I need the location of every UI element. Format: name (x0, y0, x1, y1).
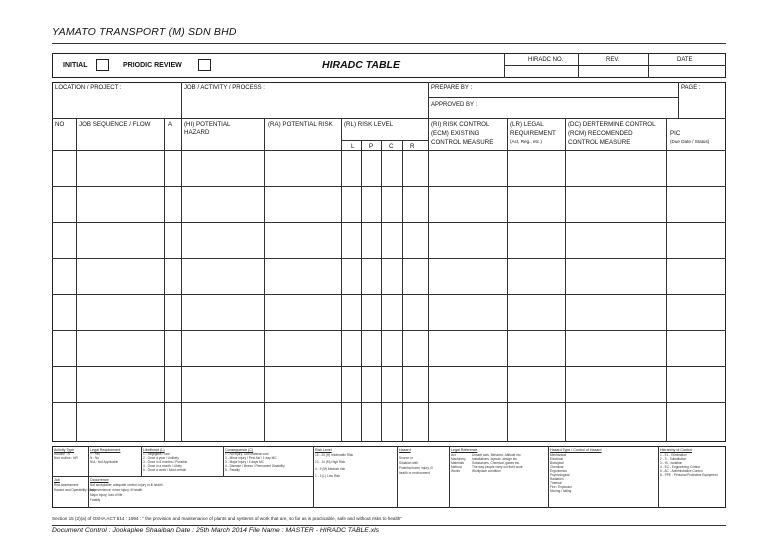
legend-legal-title: Legal Requirement (90, 448, 121, 452)
row-line (52, 366, 726, 367)
col-p: P (369, 143, 374, 150)
page-label: PAGE : (681, 85, 701, 91)
legend-occurrence-title: Occurrence (90, 478, 109, 482)
col-l: L (351, 143, 355, 150)
legend-item: N : No (90, 456, 100, 460)
col-c: C (389, 143, 394, 150)
divider (428, 82, 429, 118)
legend-item: Ergonomics (550, 469, 567, 473)
legend-item: Radiation (550, 477, 564, 481)
col-line (181, 118, 182, 442)
legend-hierarchy-title: Hierarchy of Control (660, 448, 692, 452)
location-label: LOCATION / PROJECT : (55, 85, 122, 91)
col-pic-2: (Due Date / Status) (670, 139, 710, 144)
legend-consequence-title: Consequence (C) (225, 448, 254, 452)
col-line (565, 118, 566, 442)
divider (88, 446, 89, 508)
legend-item: Psychological (550, 473, 570, 477)
col-line (76, 118, 77, 442)
row-line (52, 186, 726, 187)
initial-checkbox[interactable] (96, 59, 109, 71)
col-risk-control-3: CONTROL MEASURE (431, 139, 494, 146)
legend-job-title: Job (54, 478, 60, 482)
row-line (52, 294, 726, 295)
osha-note: Section 15 (2)(a) of OSHA ACT 514 : 1994 : " the provision and maintenance of plants and systems of work that are, so far as is practicable, safe and without risks to health" (52, 516, 402, 521)
legend-item: Fatality (90, 498, 101, 502)
legend-item: Chemical (550, 465, 564, 469)
legend-item: Non routine : NR (54, 456, 78, 460)
job-activity-label: JOB / ACTIVITY / PROCESS : (184, 85, 265, 91)
divider (52, 118, 726, 119)
legend-activity-title: Activity Type (54, 448, 75, 452)
col-potential-risk: (RA) POTENTIAL RISK (268, 121, 333, 128)
legend-item: Machinery (451, 457, 466, 461)
divider (658, 446, 659, 508)
col-activity-type: A (168, 121, 173, 128)
row-line (52, 402, 726, 403)
legend-item: Substances, Chemical, gases etc. (472, 461, 521, 465)
row-line (52, 258, 726, 259)
legend-item: 1 - No injury, Low material cost (225, 452, 269, 456)
legend-item: 3 - IS - Isolation (660, 461, 683, 465)
legend-item: Situation with (399, 461, 418, 465)
legend-item: Thermal (550, 481, 562, 485)
col-line (341, 118, 342, 442)
divider (223, 446, 224, 476)
legend-item: 1 - Negligible / rare (143, 452, 170, 456)
legend-item: 3 - Major injury / 4 days MC (225, 460, 264, 464)
divider (181, 82, 182, 118)
divider (428, 97, 678, 98)
legend-item: Hazard and Operability Study (54, 488, 96, 492)
divider (313, 446, 314, 508)
legend-item: Materials (451, 461, 464, 465)
col-line (428, 118, 429, 442)
col-determine-control-3: CONTROL MEASURE (568, 139, 631, 146)
row-line (52, 330, 726, 331)
legend-item: Mechanical (550, 453, 567, 457)
legend-item: Inconvenience; minor injury; ill health (90, 488, 143, 492)
legend-item: Source or (399, 456, 413, 460)
legend-item: 3 - Once in 6 months / Possible (143, 460, 188, 464)
hiradc-no-label: HIRADC NO. (528, 57, 564, 63)
row-line (52, 150, 726, 151)
divider (504, 65, 726, 66)
legend-item: 2 - Once a year / Unlikely (143, 456, 179, 460)
header-rule (52, 43, 726, 44)
row-line (341, 140, 428, 141)
col-risk-control-2: (ECM) EXISTING (431, 130, 480, 137)
legend-likelihood-title: Likelihood (L) (143, 448, 165, 452)
legend-item: 4 - Once in a month / Likely (143, 464, 182, 468)
divider (548, 446, 549, 508)
legend-item: Works (451, 469, 460, 473)
footer-rule (52, 525, 726, 526)
initial-label: INITIAL (63, 62, 88, 69)
col-risk-level: (RL) RISK LEVEL (344, 121, 394, 128)
legend-item: 4 - Disease / Illness / Permanent Disability (225, 464, 285, 468)
col-r: R (410, 143, 415, 150)
legend-item: 1 - 3 (L) Low Risk (315, 474, 340, 478)
legend-item: 10 - 14 (M) High Risk (315, 460, 346, 464)
legend-hazard-type-title: Hazard Type / Control of Hazard (550, 448, 602, 452)
legend-item: 6 - PPE - Personal Protective Equipment (660, 473, 718, 477)
legend-hazard-title: Hazard (399, 448, 411, 452)
legend-item: Method (451, 465, 462, 469)
legend-item: Workplace condition (472, 469, 501, 473)
col-hazard: (HI) POTENTIAL (184, 121, 231, 128)
legend-item: Act (451, 453, 456, 457)
legend-item: 5 - AC - Administrative Control (660, 469, 703, 473)
legend-item: 1 - EL - Elimination (660, 453, 687, 457)
col-line (164, 118, 165, 442)
col-determine-control-2: (RCM) RECOMENDED (568, 130, 633, 137)
legend-item: health or environment (399, 471, 430, 475)
legend-risk-level-title: Risk Level (315, 448, 332, 452)
col-pic: PIC (670, 130, 681, 137)
divider (678, 82, 679, 118)
legend-item: Electrical (550, 457, 563, 461)
rev-label: REV. (606, 57, 620, 63)
company-name: YAMATO TRANSPORT (M) SDN BHD (52, 26, 237, 38)
legend-item: Risk Assessment (54, 483, 79, 487)
legend-item: 5 - Once a week / Most certain (143, 468, 187, 472)
legend-item: Moving / falling (550, 489, 572, 493)
document-control: Document Control : Jookaplee Shaaiban Date : 25th March 2014 File Name : MASTER - HIRADC TABLE.xls (52, 527, 380, 534)
legend-item: N/A : Not Applicable (90, 460, 119, 464)
col-no: NO (55, 121, 65, 128)
row-line (52, 222, 726, 223)
legend-item: Unsafe acts, Behavior, Attitude etc. (472, 453, 522, 457)
prepare-by-label: PREPARE BY : (431, 85, 473, 91)
divider (52, 476, 313, 477)
document-title: HIRADC TABLE (322, 59, 400, 71)
legend-item: Potential harm, injury, ill (399, 466, 433, 470)
legend-item: Y : Yes (90, 452, 100, 456)
col-line (264, 118, 265, 442)
divider (397, 446, 398, 508)
legend-item: 4 - 9 (M) Medium risk (315, 467, 346, 471)
legend-item: Fire / Explosion (550, 485, 572, 489)
legend-item: 15 - 25 (H) Intolerable Risk (315, 453, 354, 457)
legend-item: Not acceptable; adequate control; injury or ill health (90, 483, 163, 487)
legend-item: 4 - EC - Engineering Control (660, 465, 701, 469)
col-legal-2: REQUIREMENT (510, 130, 556, 137)
periodic-review-label: PRIODIC REVIEW (123, 62, 182, 69)
col-determine-control: (DC) DERTERMINE CONTROL (568, 121, 656, 128)
col-job-sequence: JOB SEQUENCE / FLOW (79, 121, 151, 128)
legend-item: Biological (550, 461, 564, 465)
col-legal: (LR) LEGAL (510, 121, 544, 128)
date-label: DATE (677, 57, 693, 63)
legend-item: Major injury; loss of life (90, 493, 123, 497)
col-line (666, 118, 667, 442)
col-risk-control: (RI) RISK CONTROL (431, 121, 490, 128)
col-hazard-2: HAZARD (184, 129, 210, 136)
divider (449, 446, 450, 508)
legend-item: Routine : R (54, 452, 70, 456)
divider (141, 446, 142, 476)
approved-by-label: APPROVED BY : (431, 102, 478, 108)
legend-item: 2 - S - Substitution (660, 457, 687, 461)
legend-item: 5 - Fatality (225, 468, 240, 472)
periodic-review-checkbox[interactable] (198, 59, 211, 71)
legend-reference-title: Legal Reference (451, 448, 478, 452)
legend-item: Installations, layouts, design etc. (472, 457, 518, 461)
legend-item: The way people carry out their work (472, 465, 523, 469)
col-line (507, 118, 508, 442)
col-legal-3: (Act, Reg., etc.) (510, 139, 542, 144)
legend-item: 2 - Minor injury / First Aid / 1 day MC (225, 456, 277, 460)
